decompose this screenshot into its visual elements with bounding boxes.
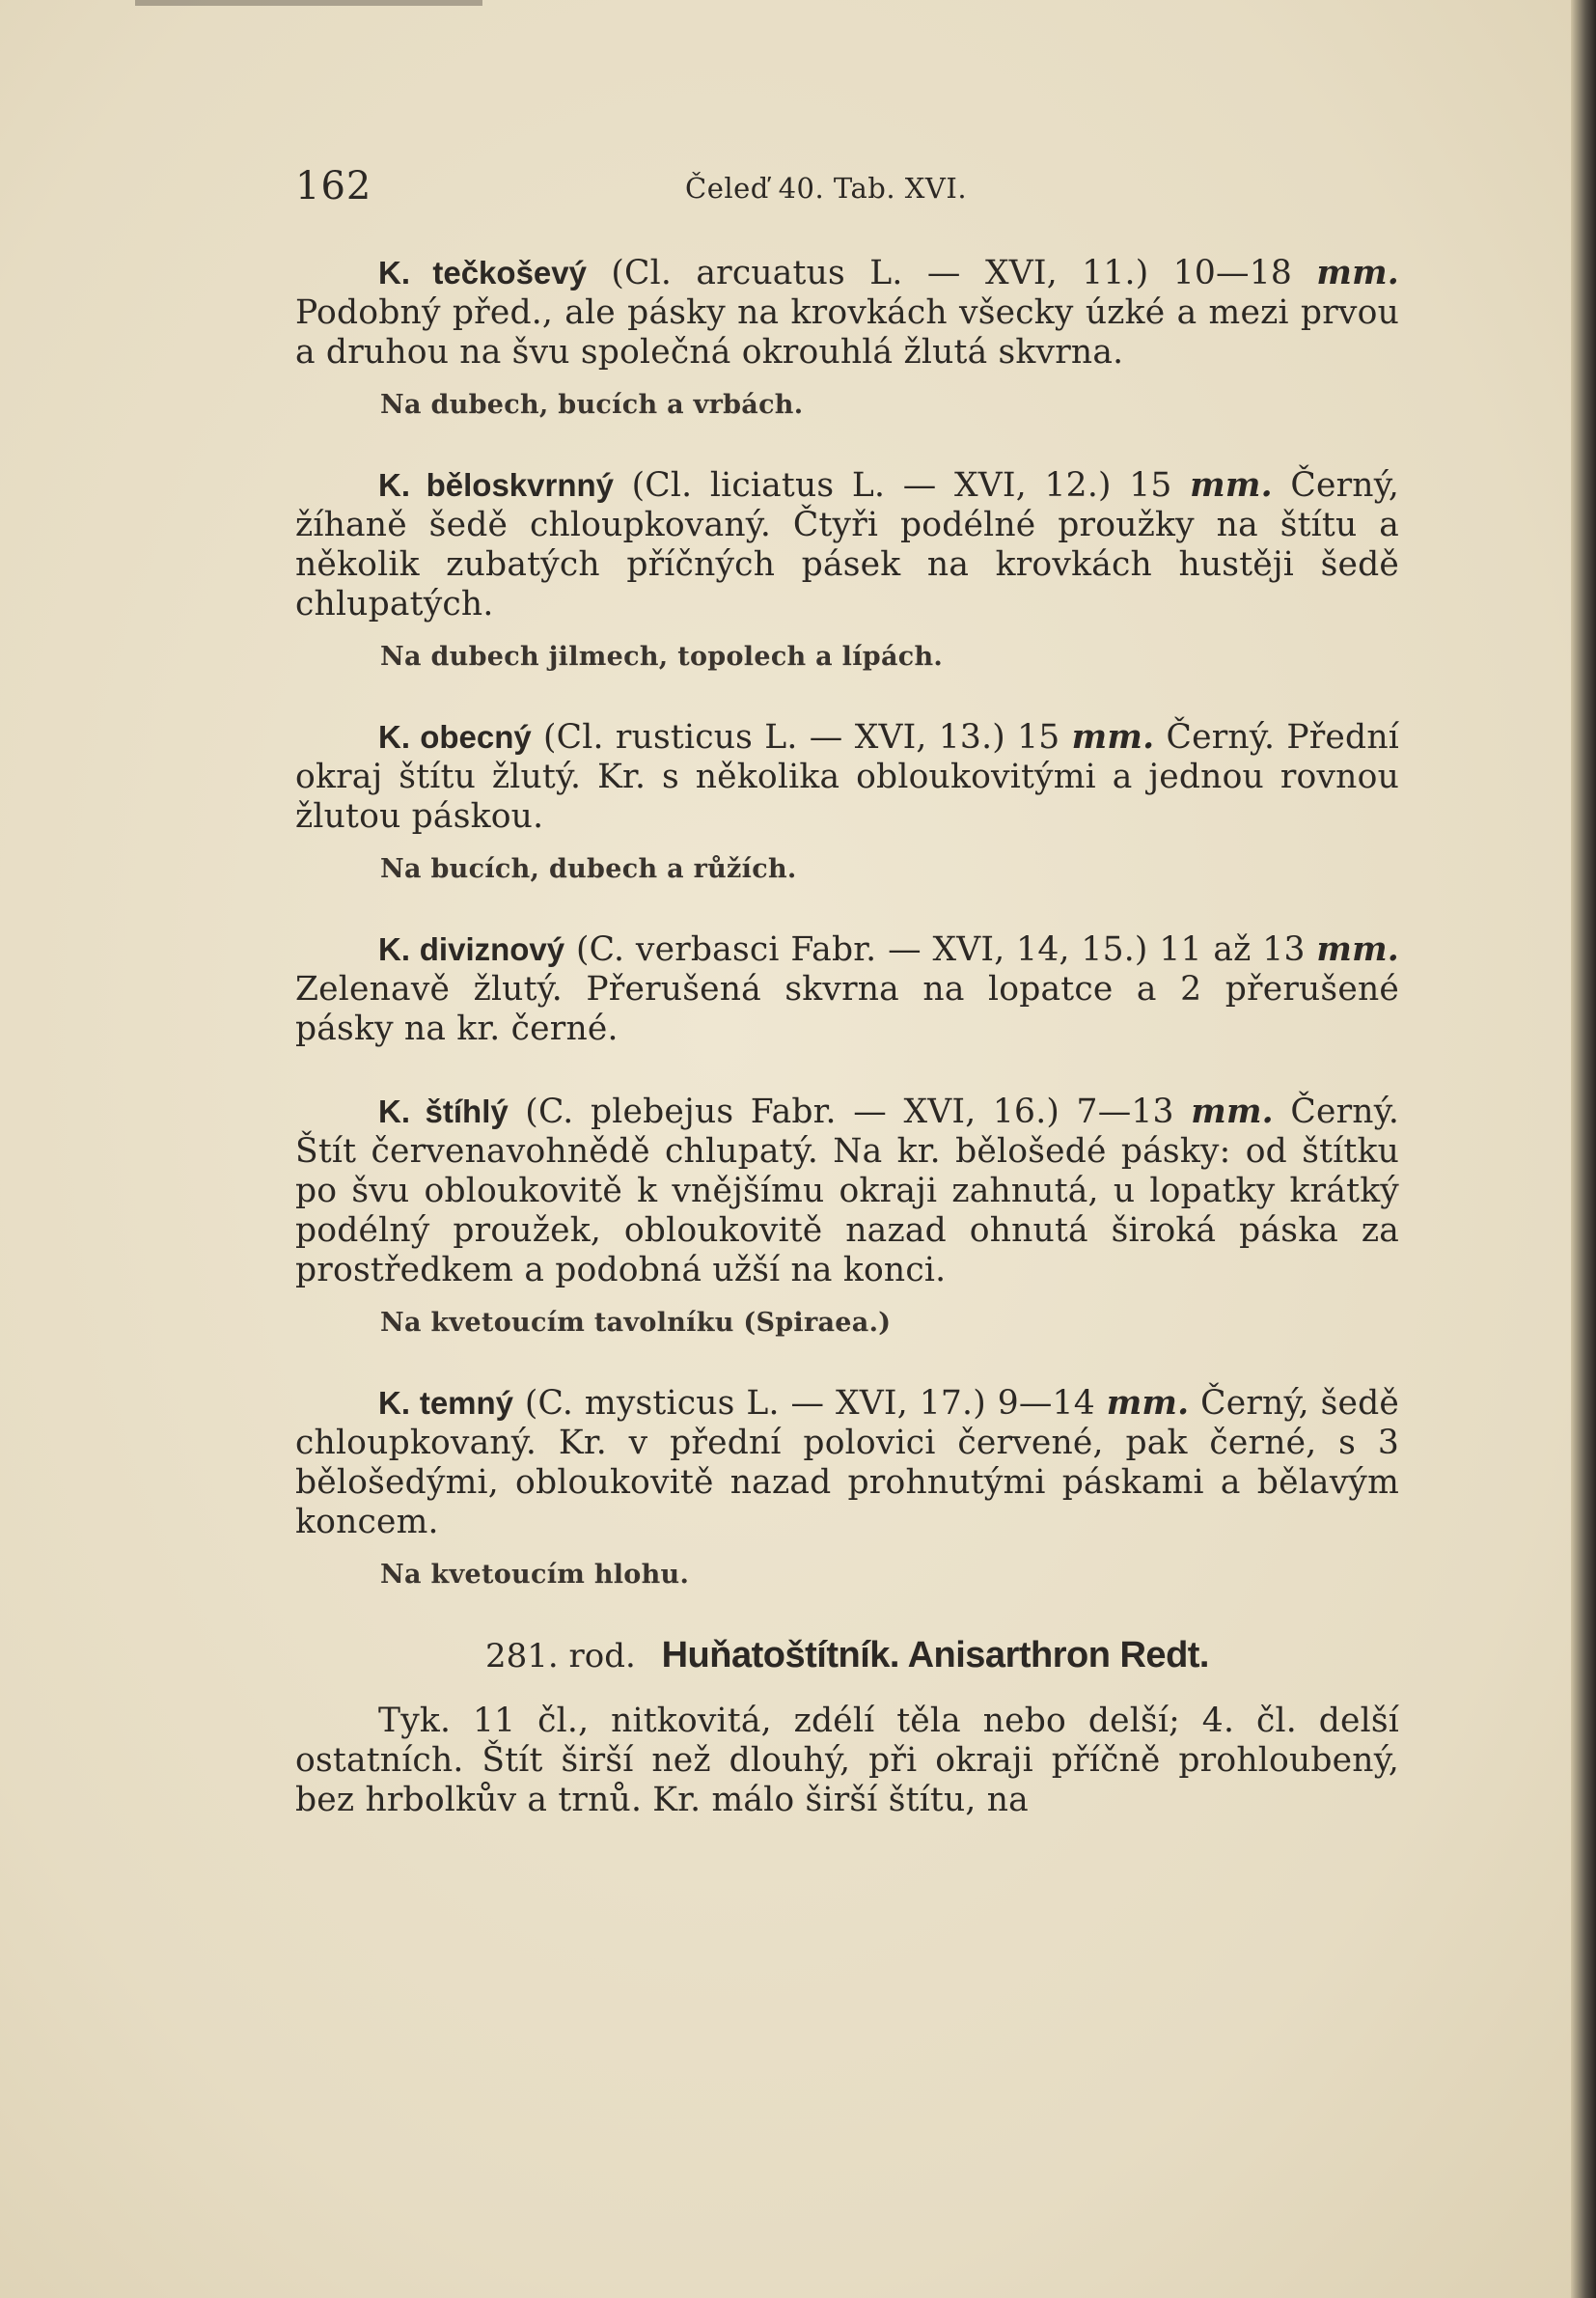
genus-number: 281. rod. — [484, 1637, 636, 1675]
species-habitat: Na dubech jilmech, topolech a lípách. — [380, 642, 944, 672]
book-spine-edge — [1571, 0, 1596, 2298]
page-number: 162 — [295, 164, 372, 208]
size-unit: mm. — [1106, 1384, 1190, 1423]
species-entry — [295, 1383, 1399, 1592]
species-description: Podobný před., ale pásky na krovkách všecky úzké a mezi prvou a druhou na švu společná okrouhlá žlutá skvrna. — [295, 293, 1399, 372]
size-unit: mm. — [1316, 254, 1400, 292]
genus-heading — [295, 1631, 1399, 1680]
page-content — [295, 253, 1399, 1820]
species-latin: (C. mysticus L. — XVI, 17.) 9—14 — [524, 1384, 1107, 1423]
species-description: Zelenavě žlutý. Přerušená skvrna na lopatce a 2 přerušené pásky na kr. černé. — [295, 970, 1399, 1048]
species-entry — [295, 717, 1399, 887]
species-latin: (C. verbasci Fabr. — XVI, 14, 15.) 11 až 13 — [575, 930, 1317, 969]
species-name: K. tečkoševý — [378, 255, 587, 291]
species-latin: (C. plebejus Fabr. — XVI, 16.) 7—13 — [525, 1093, 1192, 1131]
species-habitat: Na kvetoucím hlohu. — [380, 1560, 690, 1590]
genus-name: Huňatoštítník. Anisarthron Redt. — [661, 1635, 1209, 1675]
species-description: Černý, žíhaně šedě chloupkovaný. Čtyři podélné proužky na štítu a několik zubatých příčných pásek na krovkách hustěji šedě chlupatých. — [295, 466, 1399, 623]
page-top-edge — [135, 0, 482, 6]
entry-text — [295, 1383, 1399, 1542]
entry-text — [295, 717, 1399, 837]
size-unit: mm. — [1190, 466, 1273, 505]
species-latin: (Cl. rusticus L. — XVI, 13.) 15 — [543, 718, 1072, 757]
entry-text — [295, 465, 1399, 624]
running-head: Čeleď 40. Tab. XVI. — [685, 172, 968, 205]
species-description: Černý. Přední okraj štítu žlutý. Kr. s několika obloukovitými a jednou rovnou žlutou páskou. — [295, 718, 1399, 836]
genus-description: Tyk. 11 čl., nitkovitá, zdélí těla nebo delší; 4. čl. delší ostatních. Štít širší než dlouhý, při okraji příčně prohloubený, bez hrbolkův a trnů. Kr. málo širší štítu, na — [295, 1702, 1399, 1819]
species-entry — [295, 253, 1399, 423]
species-habitat: Na bucích, dubech a růžích. — [380, 854, 797, 884]
species-name: K. temný — [378, 1385, 514, 1421]
species-name: K. štíhlý — [378, 1094, 509, 1129]
size-unit: mm. — [1191, 1093, 1274, 1131]
species-description: Černý. Štít červenavohnědě chlupatý. Na kr. bělošedé pásky: od štítku po švu obloukovitě k vnějšímu okraji zahnutá, u lopatky krátký podélný proužek, obloukovitě nazad ohnutá široká páska za prostředkem a podobná užší na konci. — [295, 1093, 1399, 1289]
species-latin: (Cl. liciatus L. — XVI, 12.) 15 — [631, 466, 1191, 505]
species-habitat: Na dubech, bucích a vrbách. — [380, 390, 804, 420]
size-unit: mm. — [1071, 718, 1155, 757]
species-habitat: Na kvetoucím tavolníku (Spiraea.) — [380, 1308, 892, 1338]
species-name: K. běloskvrnný — [378, 467, 615, 503]
entry-text — [295, 1092, 1399, 1290]
species-name: K. obecný — [378, 719, 532, 755]
entry-text — [295, 253, 1399, 373]
species-name: K. diviznový — [378, 931, 565, 967]
entry-text — [295, 929, 1399, 1049]
species-entry — [295, 929, 1399, 1049]
species-entry — [295, 465, 1399, 675]
size-unit: mm. — [1316, 930, 1400, 969]
species-entry — [295, 1092, 1399, 1341]
species-latin: (Cl. arcuatus L. — XVI, 11.) 10—18 — [611, 254, 1317, 292]
species-description: Černý, šedě chloupkovaný. Kr. v přední polovici červené, pak černé, s 3 bělošedými, obloukovitě nazad prohnutými páskami a bělavým koncem. — [295, 1384, 1400, 1541]
page-header — [295, 164, 1399, 222]
